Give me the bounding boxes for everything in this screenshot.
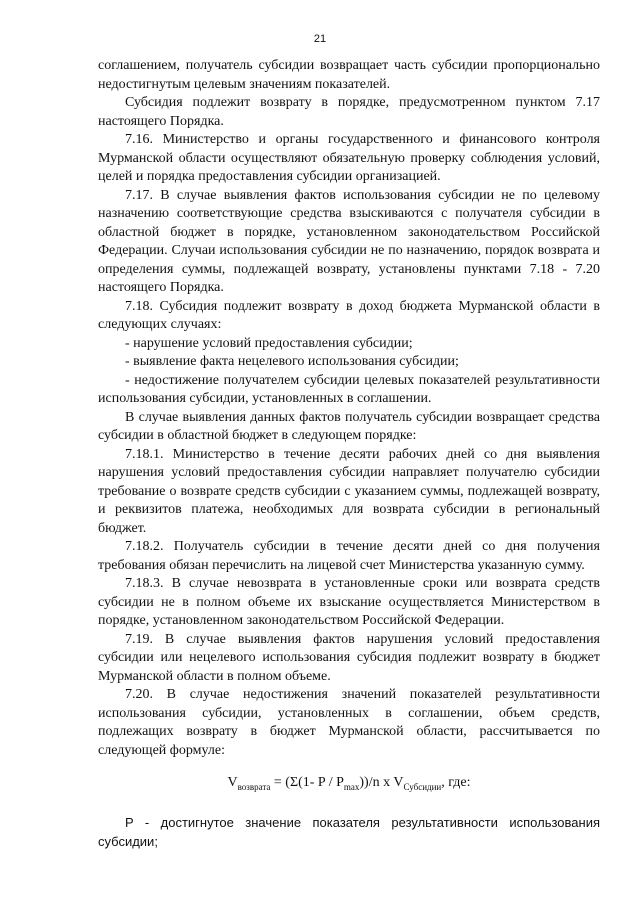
paragraph: P - достигнутое значение показателя результативности использования субсидии; [98, 815, 600, 849]
list-item: - выявление факта нецелевого использования субсидии; [125, 354, 459, 369]
document-tail [98, 814, 600, 851]
formula-v-subscript: возврата [237, 781, 271, 792]
list-item: - нарушение условий предоставления субсидии; [125, 335, 413, 351]
paragraph: 7.19. В случае выявления фактов нарушения условий предоставления субсидии или нецелевого использования субсидия подлежит возврату в бюджет Мурманской области в полном объеме. [98, 631, 600, 684]
formula [98, 774, 600, 796]
paragraph: 7.18.2. Получатель субсидии в течение десяти дней со дня получения требования обязан перечислить на лицевой счет Министерства указанную сумму. [98, 539, 600, 573]
formula-middle: = (Σ(1- P / P [270, 775, 344, 790]
paragraph: 7.18.3. В случае невозврата в установленные сроки или возврата средств субсидии не в полном объеме их взыскание осуществляется Министерством в порядке, установленном законодательством Российской Федерации. [98, 576, 600, 628]
formula-after: ))/n x V [359, 775, 404, 790]
page-number: 21 [313, 33, 327, 45]
list-item: - недостижение получателем субсидии целевых показателей результативности использования субсидии, установленных в соглашении. [98, 372, 600, 406]
paragraph: В случае выявления данных фактов получатель субсидии возвращает средства субсидии в областной бюджет в следующем порядке: [98, 409, 600, 443]
paragraph: 7.18.1. Министерство в течение десяти рабочих дней со дня выявления нарушения условий предоставления субсидии направляет получателю субсидии требование о возврате средств субсидии с указанием суммы, подлежащей возврату, и реквизитов платежа, необходимых для возврата субсидии в региональный бюджет. [98, 446, 600, 536]
paragraph: Субсидия подлежит возврату в порядке, предусмотренном пунктом 7.17 настоящего Порядка. [98, 95, 600, 129]
formula-end: , где: [441, 775, 471, 790]
formula-v: V [227, 775, 238, 790]
paragraph: 7.18. Субсидия подлежит возврату в доход бюджета Мурманской области в следующих случаях: [98, 298, 600, 332]
paragraph: соглашением, получатель субсидии возвращает часть субсидии пропорционально недостигнутым целевым значениям показателей. [98, 58, 600, 92]
paragraph: 7.16. Министерство и органы государственного и финансового контроля Мурманской области осуществляют обязательную проверку соблюдения условий, целей и порядка предоставления субсидии организацией. [98, 132, 600, 184]
paragraph: 7.20. В случае недостижения значений показателей результативности использования субсидии, установленных в соглашении, объем средств, подлежащих возврату в бюджет Мурманской области, рассчитывается по следующей формуле: [98, 687, 600, 758]
formula-pmax-subscript: max [343, 781, 360, 792]
document-body [98, 57, 600, 812]
paragraph: 7.17. В случае выявления фактов использования субсидии не по целевому назначению соответствующие средства взыскиваются с получателя субсидии в областной бюджет в порядке, установленном законодательством Российской Федерации. Случаи использования субсидии не по назначению, порядок возврата и определения суммы, подлежащей возврату, установлены пунктами 7.18 - 7.20 настоящего Порядка. [98, 187, 600, 295]
formula-vs-subscript: Субсидии [403, 781, 442, 792]
